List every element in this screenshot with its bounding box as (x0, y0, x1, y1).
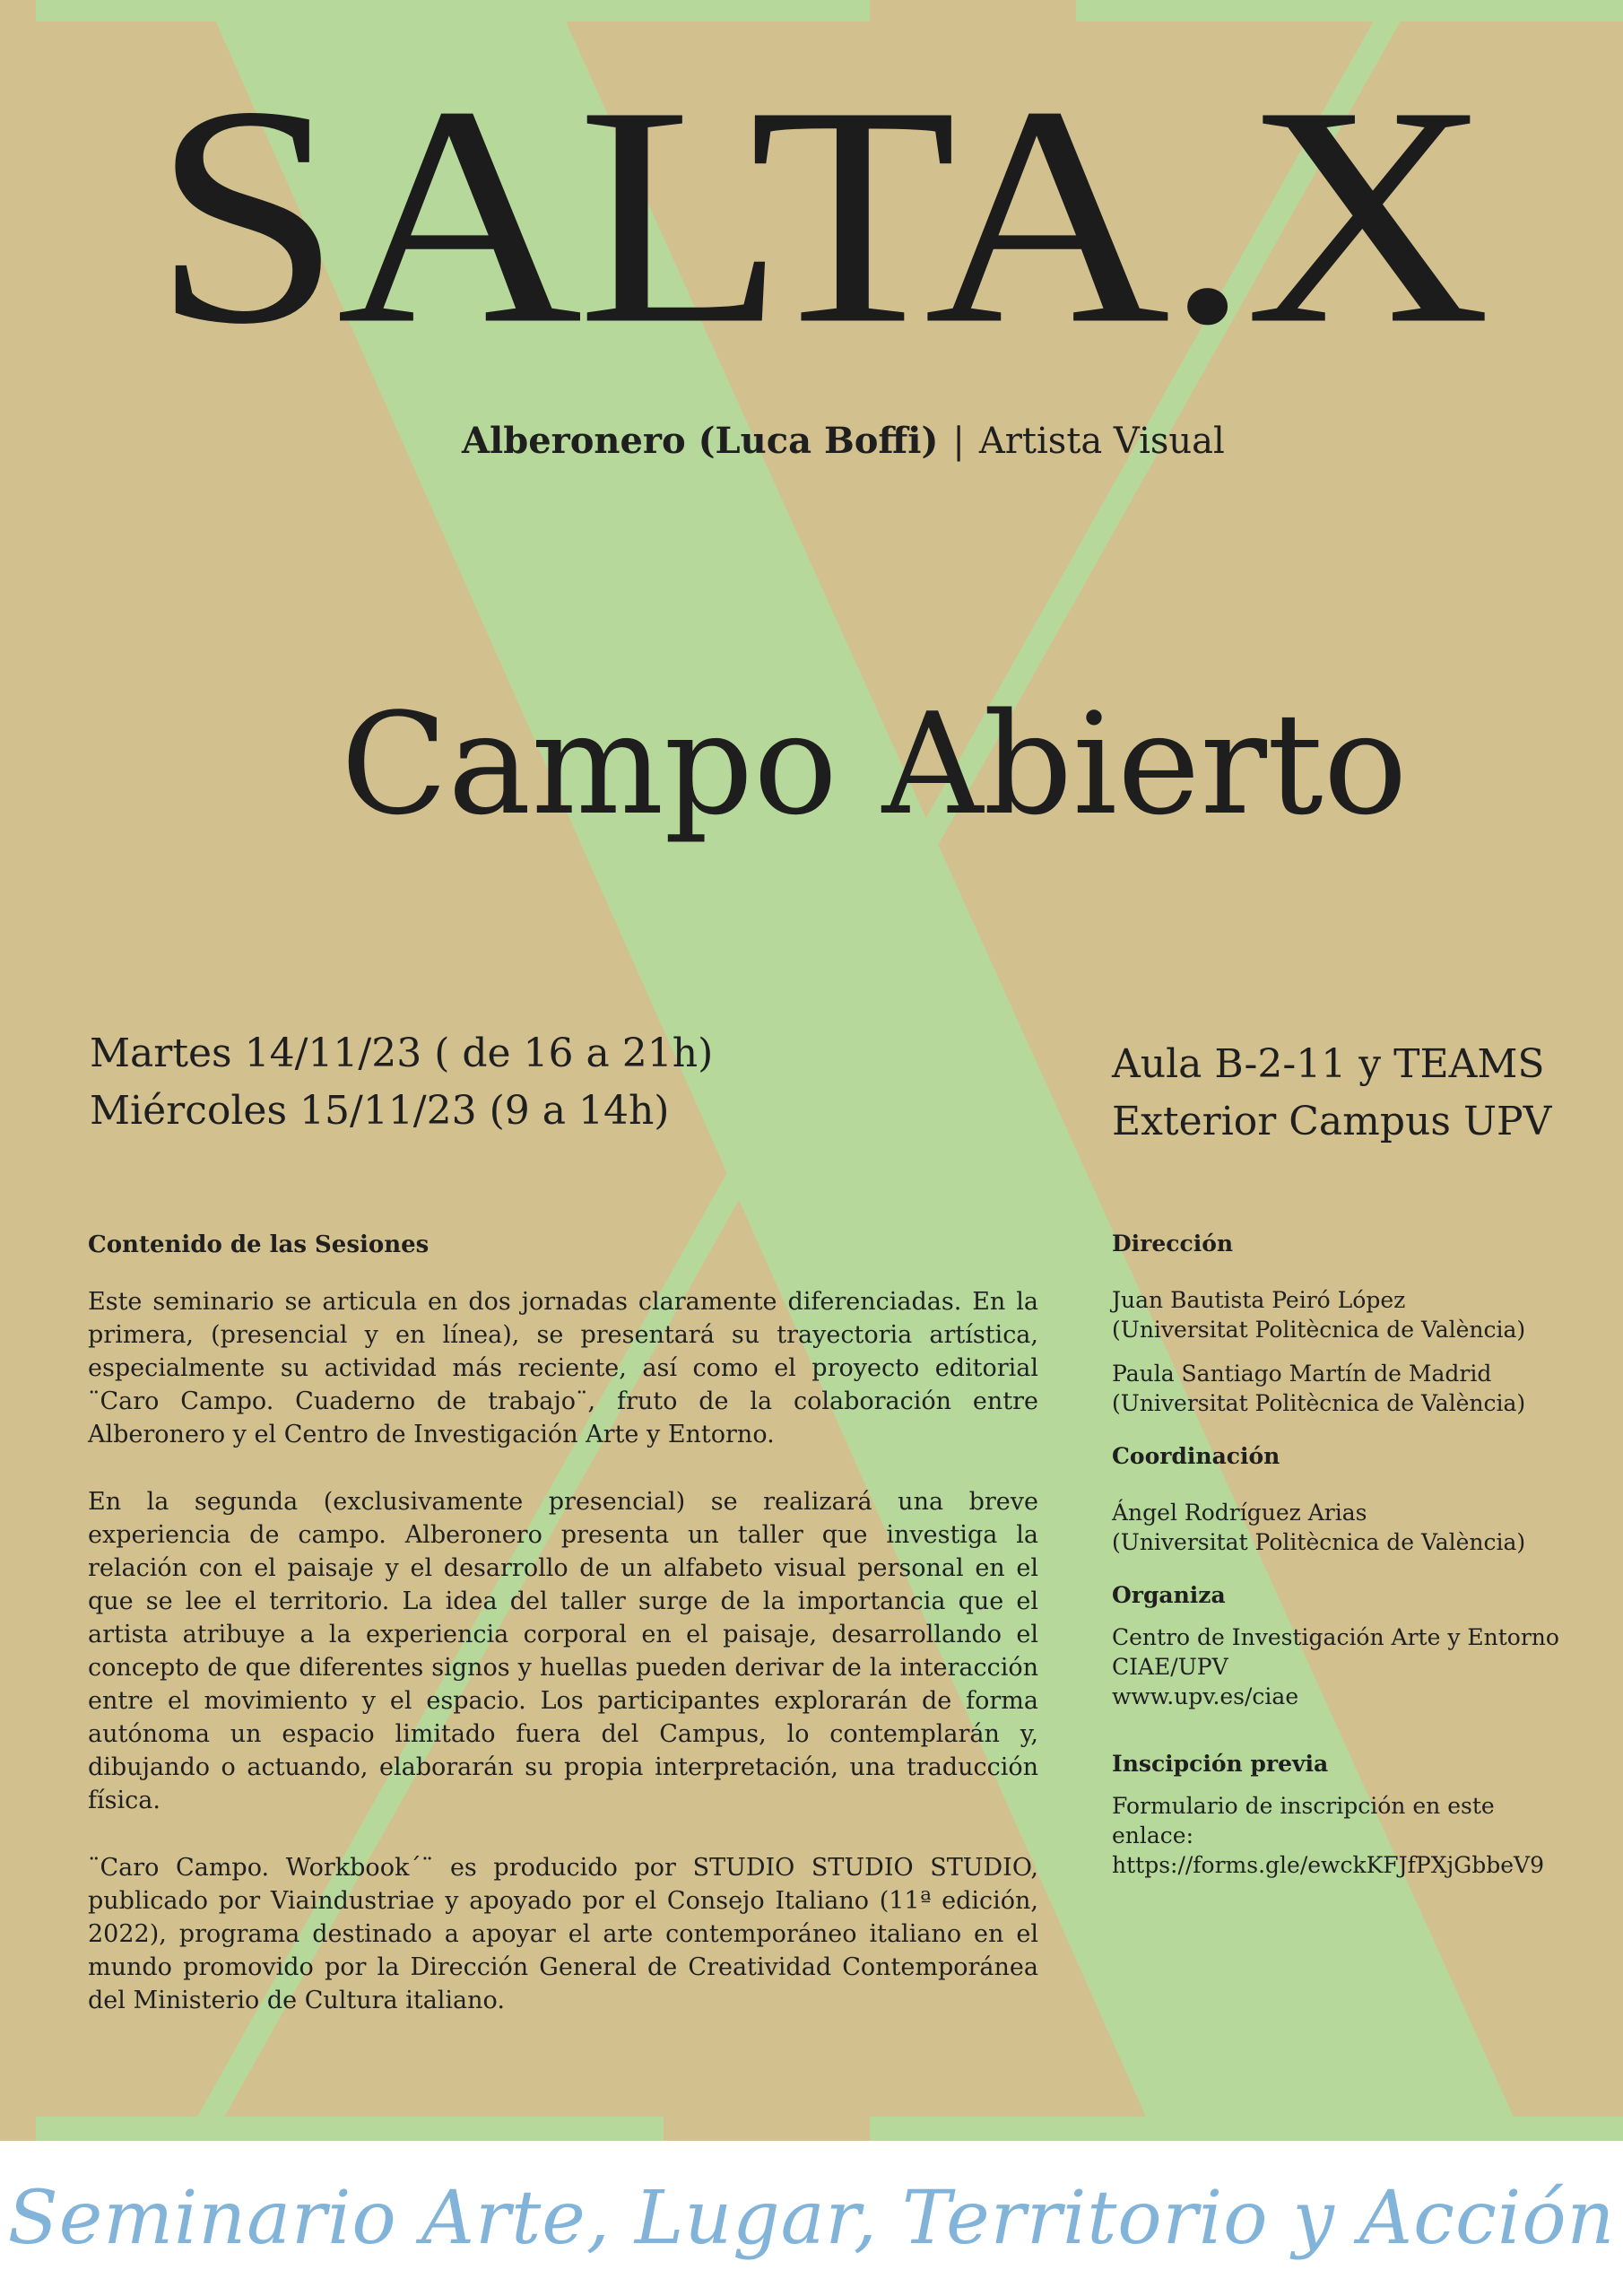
coordinacion-title: Coordinación (1112, 1443, 1280, 1469)
coordinacion-name: Ángel Rodríguez Arias (1112, 1500, 1367, 1526)
organiza-website-link[interactable]: www.upv.es/ciae (1112, 1683, 1299, 1709)
direccion-title: Dirección (1112, 1231, 1234, 1257)
organiza-line-2: CIAE/UPV (1112, 1654, 1228, 1680)
direccion-person-1-name: Juan Bautista Peiró López (1112, 1287, 1406, 1313)
artist-separator: | (952, 421, 965, 462)
x-serif-bottom-right (870, 2117, 1623, 2141)
content-heading: Contenido de las Sesiones (88, 1231, 430, 1258)
artist-line (462, 420, 1225, 462)
date-block (90, 1025, 713, 1140)
inscripcion-line-1: Formulario de inscripción en este (1112, 1793, 1495, 1819)
organiza-line-1: Centro de Investigación Arte y Entorno (1112, 1624, 1559, 1650)
x-serif-top-left (36, 0, 870, 22)
date-line-2: Miércoles 15/11/23 (9 a 14h) (90, 1088, 670, 1134)
x-serif-top-right (1076, 0, 1623, 22)
event-title: Campo Abierto (341, 683, 1408, 846)
content-paragraph-1: Este seminario se articula en dos jornadas claramente diferenciadas. En la primera, (presencial y en línea), se presentará su trayectoria artística, especialmente su actividad más reciente, así como el proyecto editorial ¨Caro Campo. Cuaderno de trabajo¨, fruto de la colaboración entre Alberonero y el Centro de Investigación Arte y Entorno. (88, 1288, 1038, 1448)
footer-title: Seminario Arte, Lugar, Territorio y Acción (7, 2176, 1616, 2261)
poster-title: SALTA.X (152, 41, 1486, 389)
footer-banner (0, 2141, 1623, 2296)
venue-line-2: Exterior Campus UPV (1112, 1099, 1552, 1144)
session-content (88, 1229, 1038, 2051)
credits-sidebar (1112, 1229, 1596, 1880)
artist-role: Artista Visual (978, 421, 1225, 462)
registration-form-link[interactable]: https://forms.gle/ewckKFJfPXjGbbeV9 (1112, 1852, 1544, 1878)
direccion-person-2-affiliation: (Universitat Politècnica de València) (1112, 1390, 1526, 1416)
content-paragraph-2: En la segunda (exclusivamente presencial) se realizará una breve experiencia de campo. Alberonero presenta un taller que investiga la relación con el paisaje y el desarrollo de un alfabeto visual personal en el que se lee el territorio. La idea del taller surge de la importancia que el artista atribuye a la experiencia corporal en el paisaje, desarrollando el concepto de que diferentes signos y huellas pueden derivar de la interacción entre el movimiento y el espacio. Los participantes explorarán de forma autónoma un espacio limitado fuera del Campus, lo contemplarán y, dibujando o actuando, elaborarán su propia interpretación, una traducción física. (88, 1488, 1038, 1814)
organiza-title: Organiza (1112, 1582, 1226, 1608)
date-line-1: Martes 14/11/23 ( de 16 a 21h) (90, 1031, 714, 1076)
inscripcion-title: Inscipción previa (1112, 1751, 1329, 1777)
direccion-person-1-affiliation: (Universitat Politècnica de València) (1112, 1317, 1526, 1343)
x-serif-bottom-left (36, 2117, 664, 2141)
venue-line-1: Aula B-2-11 y TEAMS (1112, 1041, 1545, 1087)
venue-block (1112, 1036, 1551, 1151)
coordinacion-affiliation: (Universitat Politècnica de València) (1112, 1529, 1526, 1555)
direccion-person-2-name: Paula Santiago Martín de Madrid (1112, 1361, 1492, 1387)
inscripcion-line-2: enlace: (1112, 1822, 1194, 1848)
content-paragraph-3: ¨Caro Campo. Workbook´¨ es producido por STUDIO STUDIO STUDIO, publicado por Viaindustriae y apoyado por el Consejo Italiano (11ª edición, 2022), programa destinado a apoyar el arte contemporáneo italiano en el mundo promovido por la Dirección General de Creatividad Contemporánea del Ministerio de Cultura italiano. (88, 1854, 1038, 2014)
artist-name: Alberonero (Luca Boffi) (462, 420, 939, 462)
